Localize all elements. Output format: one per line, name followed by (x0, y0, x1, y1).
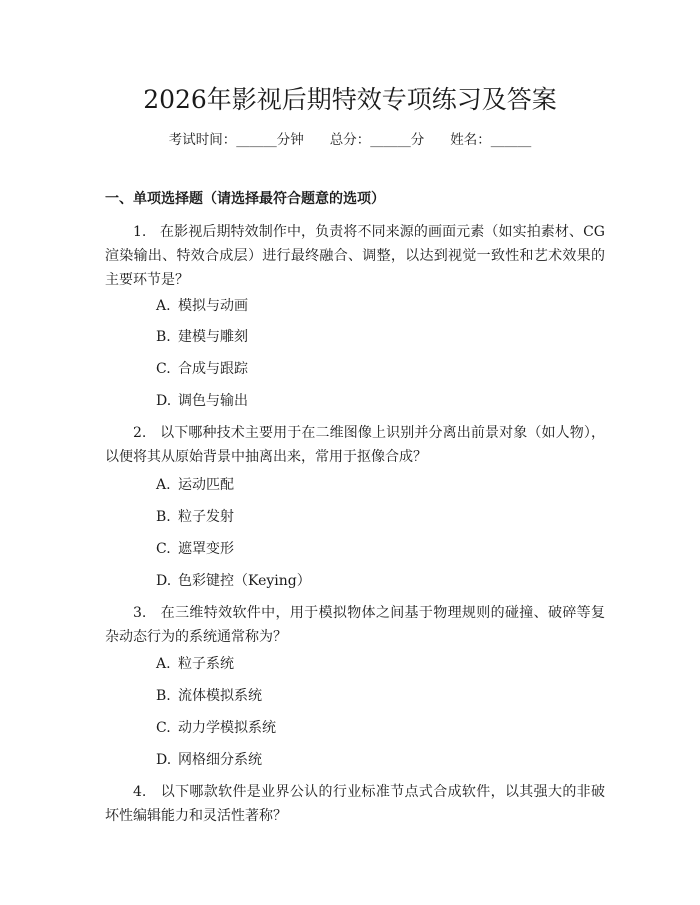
exam-time: 考试时间：______分钟 (168, 132, 304, 148)
question-number: 1. (133, 224, 147, 240)
question-text: 在影视后期特效制作中，负责将不同来源的画面元素（如实拍素材、CG渲染输出、特效合成层）进行最终融合、调整，以达到视觉一致性和艺术效果的主要环节是？ (105, 224, 605, 288)
option-a: A. 运动匹配 (156, 477, 234, 493)
option-d: D. 色彩键控（Keying） (156, 573, 311, 589)
option-d: D. 网格细分系统 (156, 752, 262, 768)
option-d: D. 调色与输出 (156, 393, 248, 409)
question-1 (105, 220, 605, 292)
student-name: 姓名：______ (450, 132, 532, 148)
option-b: B. 流体模拟系统 (156, 688, 262, 704)
question-3 (105, 601, 605, 649)
option-a: A. 模拟与动画 (156, 298, 248, 314)
question-number: 3. (133, 605, 147, 621)
question-number: 2. (133, 425, 147, 441)
question-number: 4. (133, 784, 147, 800)
exam-score: 总分：______分 (329, 132, 425, 148)
option-b: B. 建模与雕刻 (156, 329, 248, 345)
option-a: A. 粒子系统 (156, 656, 234, 672)
option-c: C. 合成与跟踪 (156, 361, 248, 377)
question-text: 以下哪款软件是业界公认的行业标准节点式合成软件，以其强大的非破坏性编辑能力和灵活性著称？ (105, 784, 606, 824)
question-text: 在三维特效软件中，用于模拟物体之间基于物理规则的碰撞、破碎等复杂动态行为的系统通常称为？ (105, 605, 606, 645)
option-b: B. 粒子发射 (156, 509, 234, 525)
option-c: C. 遮罩变形 (156, 541, 234, 557)
question-text: 以下哪种技术主要用于在二维图像上识别并分离出前景对象（如人物），以便将其从原始背景中抽离出来，常用于抠像合成？ (105, 425, 605, 465)
option-c: C. 动力学模拟系统 (156, 720, 276, 736)
section-heading: 一、单项选择题（请选择最符合题意的选项） (105, 191, 385, 207)
question-2 (105, 421, 605, 469)
exam-meta (0, 129, 700, 151)
question-4 (105, 780, 605, 828)
page-title: 2026年影视后期特效专项练习及答案 (143, 85, 557, 114)
